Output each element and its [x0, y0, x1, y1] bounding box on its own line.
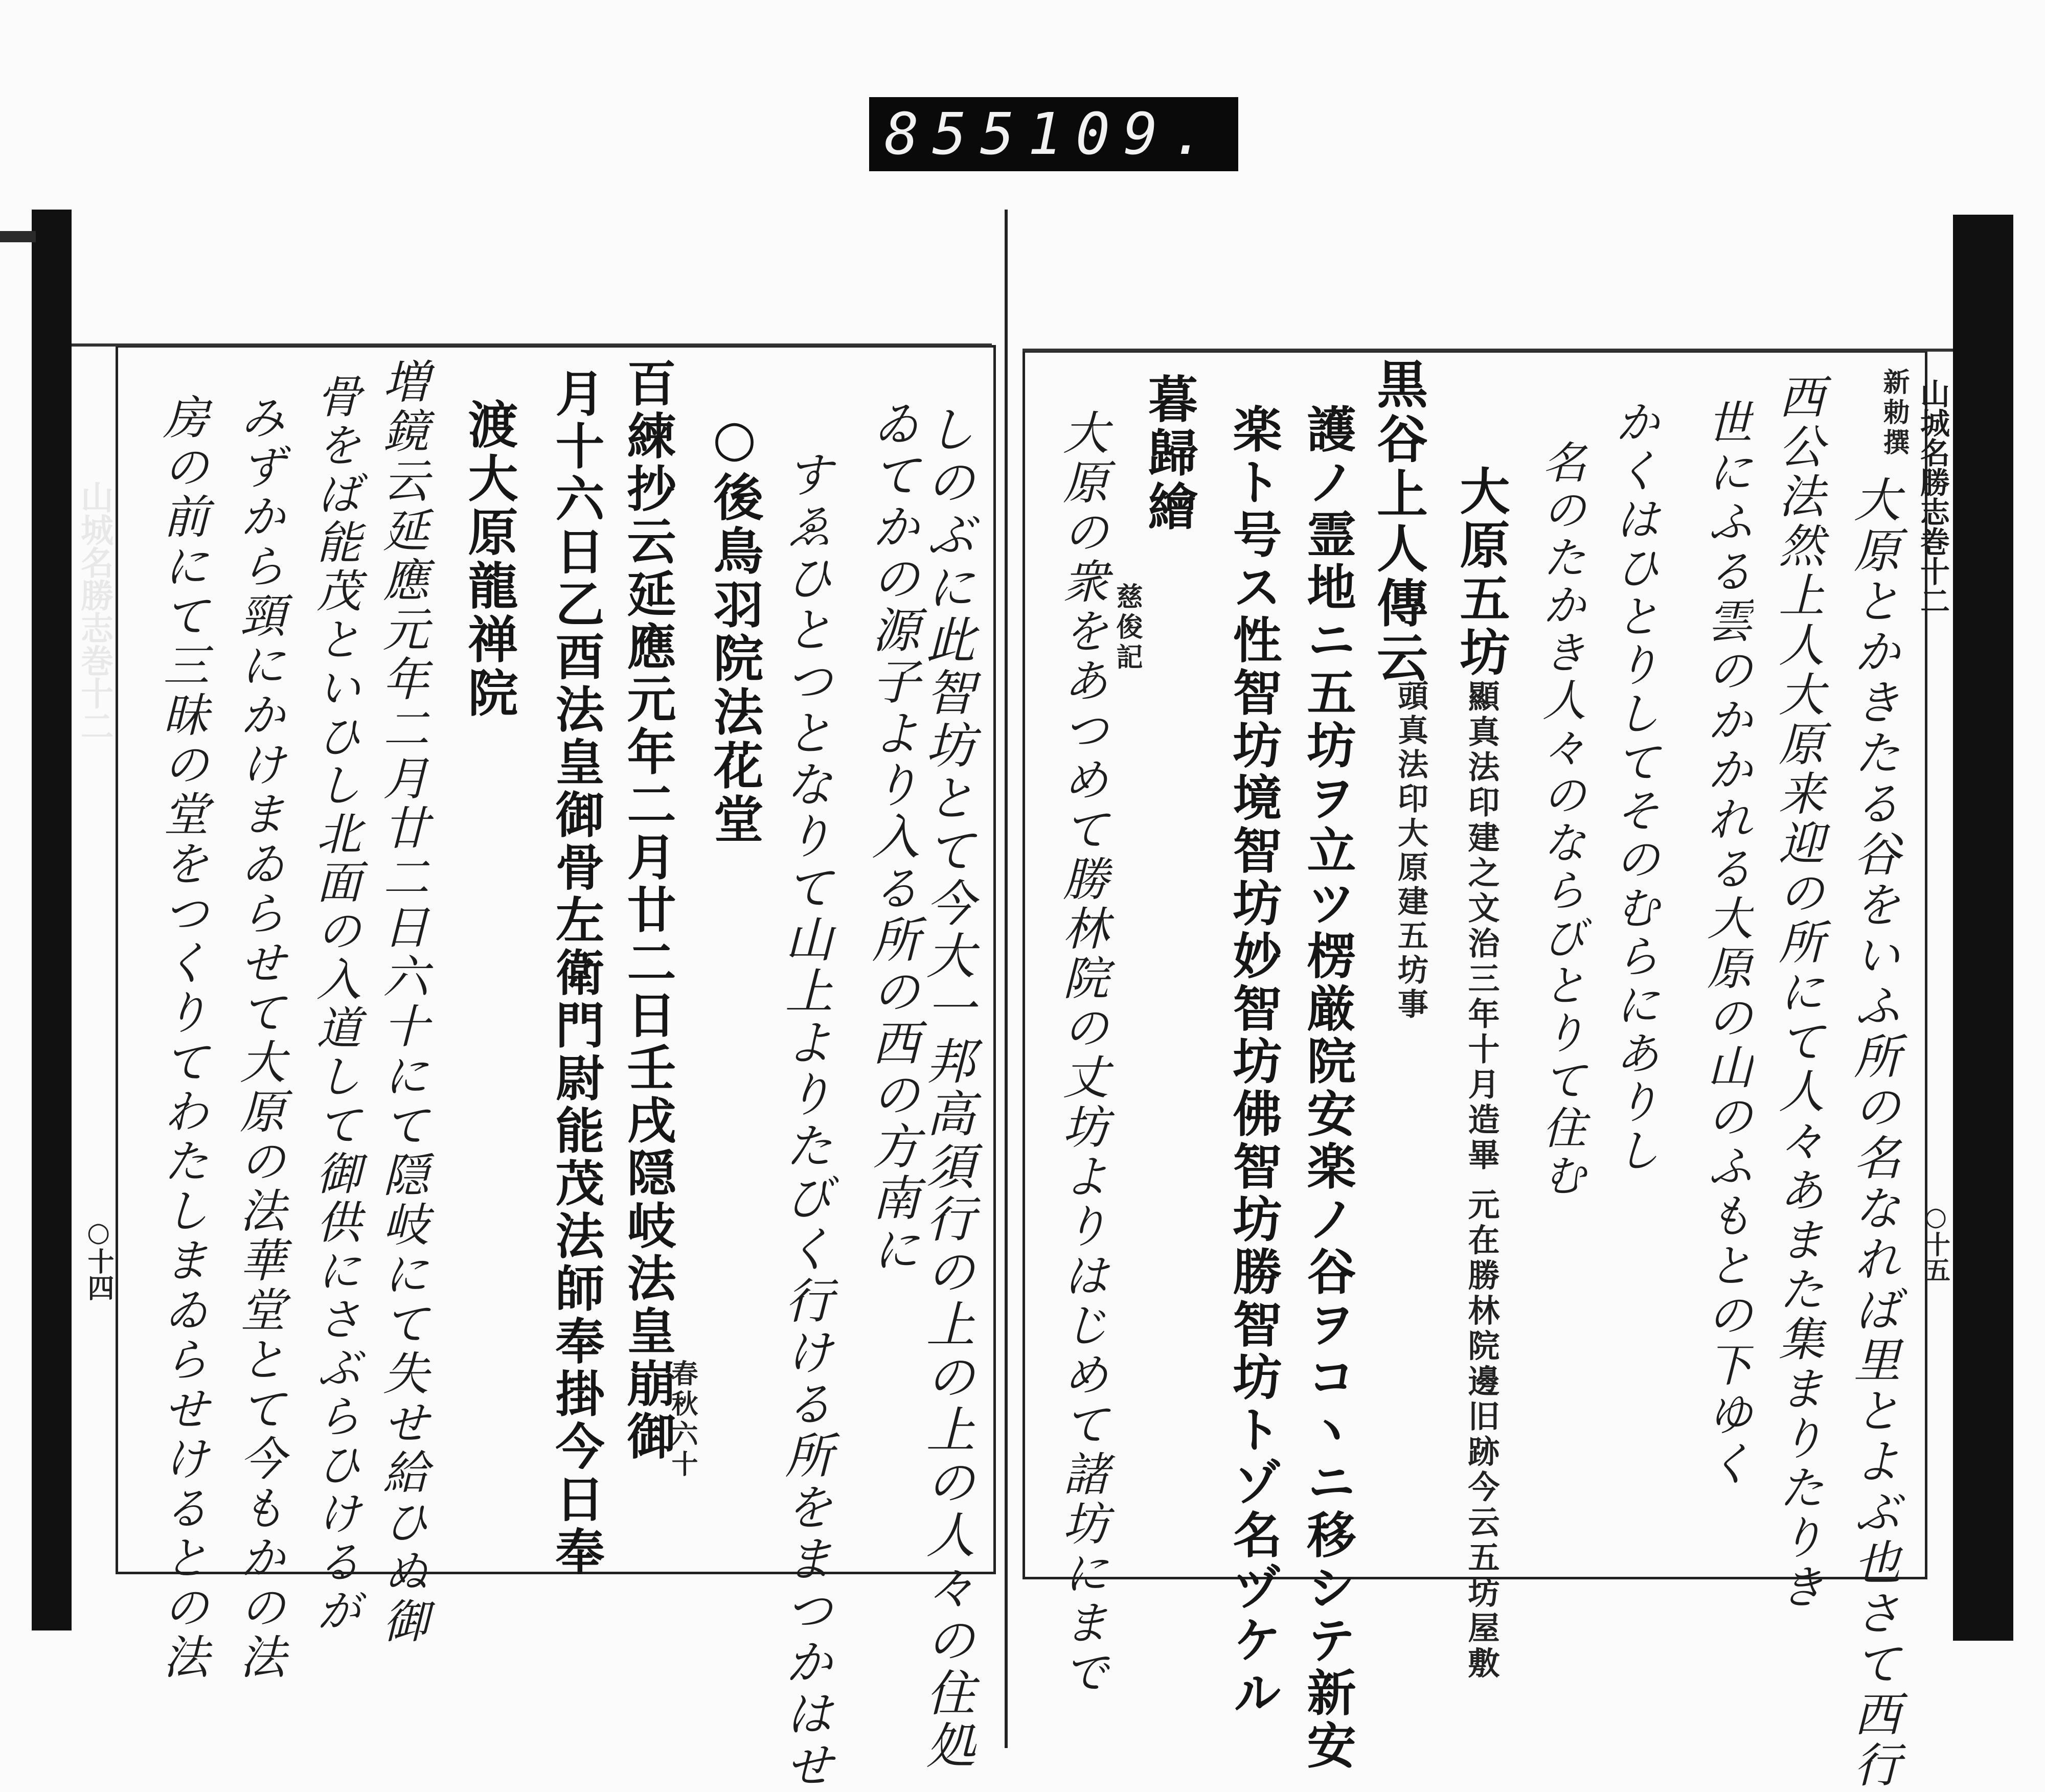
left-spine-title: 山城名勝志巻十二 — [75, 480, 113, 742]
right-col-3: 世にふる雲のかかれる大原の山のふもとの下ゆく — [1699, 399, 1753, 1489]
left-binding-edge — [32, 210, 72, 1630]
left-col-1: しのぶに此智坊とて今大一邦高須行の上の上の人々の住処 — [918, 404, 975, 1773]
left-col-2: ゐてかの源子より入る所の西の方南に — [864, 399, 919, 1276]
frame-number-stamp — [869, 97, 1238, 171]
right-col-9: 楽ト号ス性智坊境智坊妙智坊佛智坊勝智坊トゾ名ヅケル — [1225, 404, 1283, 1720]
reel-number: 855 — [884, 101, 1028, 168]
gutter-line — [1005, 210, 1008, 1748]
right-page-top-rule — [1022, 349, 1953, 352]
right-col-6: 大原五坊 — [1451, 465, 1510, 680]
right-col-10: 暮歸繪 — [1140, 373, 1198, 534]
left-col-10: みずから頸にかけまゐらせて大原の法華堂とて今もかの法 — [232, 394, 285, 1683]
left-folio: ○十四 — [83, 1216, 114, 1301]
left-col-5-note: 春秋六十 — [667, 1360, 698, 1480]
right-col-7-note: 頭真法印大原建五坊事 — [1393, 680, 1428, 1022]
right-col-1-note: 新勅撰 — [1878, 368, 1910, 458]
right-binding-edge — [1953, 215, 2013, 1641]
right-col-11: 大原の衆をあつめて勝林院の丈坊よりはじめて諸坊にまで — [1055, 409, 1108, 1698]
right-col-2: 西公法然上人大原来迎の所にて人々あまた集まりたりき — [1770, 373, 1824, 1613]
right-col-1: 大原とかきたる谷をいふ所の名なれば里とよぶ也さて西行 — [1846, 475, 1901, 1791]
left-col-7: 渡大原龍禅院 — [460, 399, 518, 721]
left-page-top-rule — [72, 343, 992, 347]
right-col-8: 護ノ霊地ニ五坊ヲ立ツ楞厳院安楽ノ谷ヲコヽニ移シテ新安 — [1299, 404, 1357, 1773]
right-spine-title: 山城名勝志巻十二 — [1915, 378, 1950, 615]
frame-number: 109. — [1028, 101, 1219, 168]
left-col-4-heading: ○後鳥羽院法花堂 — [705, 409, 764, 847]
left-edge-scrap — [0, 231, 36, 242]
left-col-5: 百練抄云延應元年二月廿二日壬戌隠岐法皇崩御 — [619, 358, 677, 1463]
right-col-4: かくはひとりしてそのむらにありし — [1608, 399, 1661, 1176]
right-folio: ○十五 — [1921, 1201, 1951, 1282]
right-col-5: 名のたかき人々のならびとりて住む — [1535, 440, 1586, 1200]
right-col-10-note: 慈俊記 — [1111, 583, 1143, 673]
left-col-11: 房の前にて三昧の堂をつくりてわたしまゐらせけるとの法 — [155, 394, 209, 1683]
right-col-6-note: 顯真法印建之文治三年十月造畢 元在勝林院邊旧跡今云五坊屋敷 — [1463, 680, 1500, 1682]
left-col-6: 月十六日乙酉法皇御骨左衛門尉能茂法師奉掛今日奉 — [548, 368, 605, 1579]
right-col-7: 黒谷上人傳云 — [1368, 358, 1428, 686]
left-col-8: 増鏡云延應元年二月廿二日六十にて隠岐にて失せ給ひぬ御 — [375, 358, 428, 1647]
left-col-3: すゑひとつとなりて山上よりたびく行ける所をまつかはせ — [777, 450, 832, 1792]
left-col-9: 骨をば能茂といひし北面の入道して御供にさぶらひけるが — [309, 373, 362, 1636]
